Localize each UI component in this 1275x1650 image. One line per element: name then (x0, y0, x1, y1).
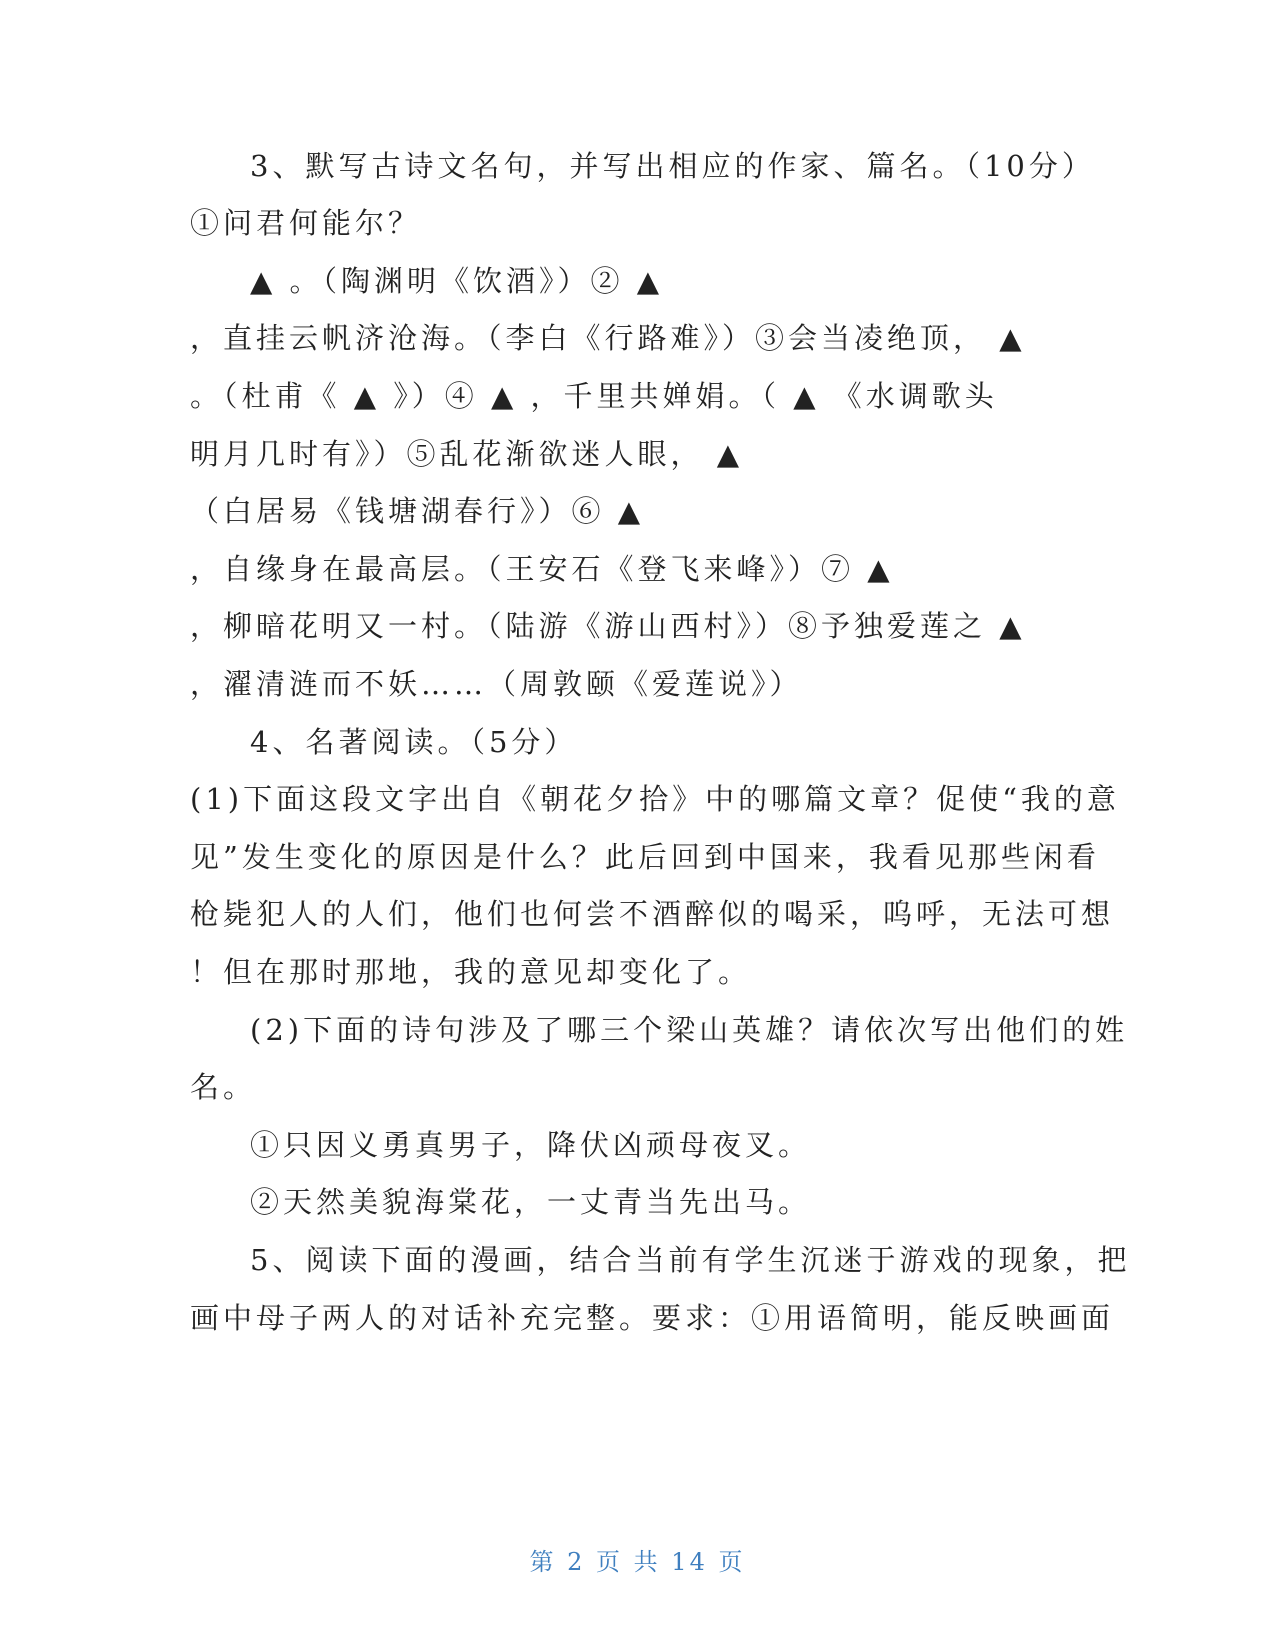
poem-line-9: ，濯清涟而不妖……（周敦颐《爱莲说》） (190, 667, 803, 701)
question-4-heading: 4、名著阅读。（5分） (250, 725, 578, 759)
poem-line-6: （白居易《钱塘湖春行》）⑥ ▲ (190, 494, 645, 528)
poem-line-7: ，自缘身在最高层。（王安石《登飞来峰》）⑦ ▲ (190, 552, 894, 586)
question-5-line-2: 画中母子两人的对话补充完整。要求：①用语简明，能反映画面 (190, 1301, 1115, 1335)
poem-line-1: ①问君何能尔？ (190, 206, 422, 240)
question-4-part-1-line-1: (1)下面这段文字出自《朝花夕拾》中的哪篇文章？促使“我的意 (190, 782, 1120, 816)
poem-line-3: ，直挂云帆济沧海。（李白《行路难》）③会当凌绝顶， ▲ (190, 321, 1026, 355)
question-4-part-2-line-2: 名。 (190, 1070, 257, 1104)
page-footer: 第 2 页 共 14 页 (529, 1548, 746, 1576)
question-4-part-1-line-4: ！但在那时那地，我的意见却变化了。 (190, 955, 752, 989)
question-3-heading: 3、默写古诗文名句，并写出相应的作家、篇名。（10分） (250, 149, 1095, 183)
question-4-part-1-line-2: 见”发生变化的原因是什么？此后回到中国来，我看见那些闲看 (190, 840, 1100, 874)
poem-line-4: 。（杜甫《 ▲ 》）④ ▲ ，千里共婵娟。（ ▲ 《水调歌头 (190, 379, 998, 413)
question-4-part-1-line-3: 枪毙犯人的人们，他们也何尝不酒醉似的喝采，呜呼，无法可想 (190, 897, 1115, 931)
verse-1: ①只因义勇真男子，降伏凶顽母夜叉。 (250, 1128, 812, 1162)
verse-2: ②天然美貌海棠花，一丈青当先出马。 (250, 1185, 812, 1219)
question-5-line-1: 5、阅读下面的漫画，结合当前有学生沉迷于游戏的现象，把 (250, 1243, 1131, 1277)
poem-line-2: ▲ 。（陶渊明《饮酒》）② ▲ (250, 264, 664, 298)
question-4-part-2-line-1: (2)下面的诗句涉及了哪三个梁山英雄？请依次写出他们的姓 (250, 1013, 1129, 1047)
poem-line-8: ，柳暗花明又一村。（陆游《游山西村》）⑧予独爱莲之 ▲ (190, 609, 1026, 643)
poem-line-5: 明月几时有》）⑤乱花渐欲迷人眼， ▲ (190, 437, 744, 471)
